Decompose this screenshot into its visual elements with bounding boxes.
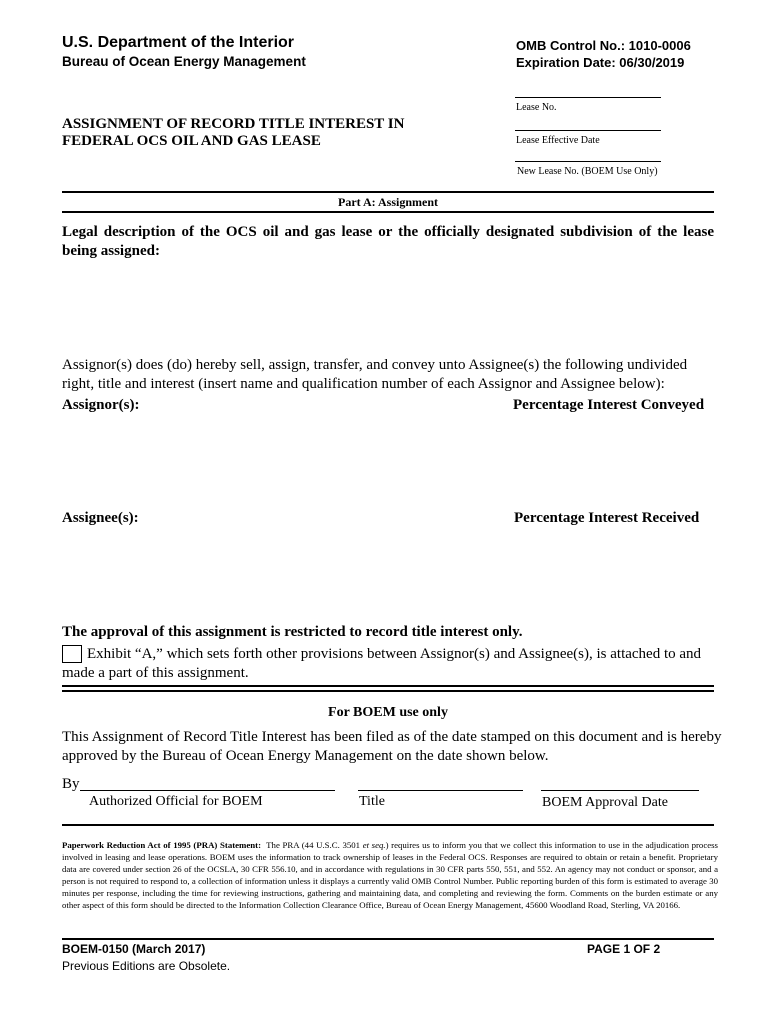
boem-use-only-heading: For BOEM use only bbox=[328, 705, 448, 720]
assignee-label: Assignee(s): bbox=[62, 510, 139, 526]
by-label: By bbox=[62, 776, 80, 792]
page-number: PAGE 1 OF 2 bbox=[587, 942, 661, 956]
bureau-name: Bureau of Ocean Energy Management bbox=[62, 54, 306, 69]
expiration-date: Expiration Date: 06/30/2019 bbox=[516, 55, 685, 70]
lease-number-label: Lease No. bbox=[516, 102, 557, 113]
new-lease-number-input[interactable] bbox=[515, 147, 661, 162]
legal-description-input[interactable] bbox=[62, 264, 718, 350]
form-title-line-1: ASSIGNMENT OF RECORD TITLE INTEREST IN bbox=[62, 116, 405, 132]
form-title bbox=[62, 116, 404, 150]
omb-control-number: OMB Control No.: 1010-0006 bbox=[516, 38, 691, 53]
new-lease-number-label: New Lease No. (BOEM Use Only) bbox=[517, 166, 658, 177]
previous-editions-note: Previous Editions are Obsolete. bbox=[62, 959, 231, 973]
pra-statement bbox=[62, 839, 718, 911]
title-label: Title bbox=[359, 794, 385, 809]
pra-text-italic: et seq. bbox=[362, 840, 386, 850]
legal-description-label: Legal description of the OCS oil and gas lease or the officially designated subdivision of the lease being assigned: bbox=[62, 224, 714, 259]
conveyance-statement: Assignor(s) does (do) hereby sell, assign, transfer, and convey unto Assignee(s) the following undivided right, title and interest (insert name and qualification number of each Assignor and Assignee below): bbox=[62, 357, 688, 392]
lease-number-input[interactable] bbox=[515, 83, 661, 98]
authorized-official-label: Authorized Official for BOEM bbox=[89, 794, 263, 809]
percentage-conveyed-label: Percentage Interest Conveyed bbox=[513, 397, 705, 413]
exhibit-a-statement: Exhibit “A,” which sets forth other provisions between Assignor(s) and Assignee(s), is attached to and made a part of this assignment. bbox=[62, 646, 702, 681]
boem-approval-date-input[interactable] bbox=[541, 776, 699, 791]
footer-rule bbox=[62, 938, 714, 940]
form-number: BOEM-0150 (March 2017) bbox=[62, 942, 206, 956]
assignee-input[interactable] bbox=[62, 533, 486, 621]
part-a-top-rule bbox=[62, 191, 714, 193]
lease-effective-date-label: Lease Effective Date bbox=[516, 135, 600, 146]
percentage-conveyed-input[interactable] bbox=[513, 420, 717, 510]
boem-approval-statement: This Assignment of Record Title Interest has been filed as of the date stamped on this document and is hereby approved by the Bureau of Ocean Energy Management on the date shown below. bbox=[62, 729, 722, 764]
section-divider-top bbox=[62, 685, 714, 687]
part-a-bottom-rule bbox=[62, 211, 714, 213]
assignor-input[interactable] bbox=[62, 420, 486, 510]
percentage-received-label: Percentage Interest Received bbox=[514, 510, 700, 526]
pra-divider bbox=[62, 824, 714, 826]
pra-text-part-1: The PRA (44 U.S.C. 3501 bbox=[266, 840, 363, 850]
assignor-label: Assignor(s): bbox=[62, 397, 140, 413]
pra-text-part-2: ) requires us to inform you that we collect this information to use in the adjudication process involved in leasing and lease operations. BOEM uses the information to track ownership of leases in the Federal OCS. Responses are required to obtain or retain a benefit. Proprietary data are covered under section 26 of the OCSLA, 30 CFR 556.10, and in accordance with regulations in 30 CFR parts 550, 551, and 552. An agency may not conduct or sponsor, and a person is not required to respond to, a collection of information unless it displays a currently valid OMB Control Number. Public reporting burden of this form is estimated to average 30 minutes per response, including the time for reviewing instructions, gathering and maintaining data, and completing and reviewing the form. Comments on the burden estimate or any other aspect of this form should be directed to the Information Collection Clearance Office, Bureau of Ocean Energy Management, 45600 Woodland Road, Sterling, VA 20166. bbox=[62, 840, 718, 910]
department-name: U.S. Department of the Interior bbox=[62, 34, 295, 51]
lease-effective-date-input[interactable] bbox=[515, 116, 661, 131]
form-title-line-2: FEDERAL OCS OIL AND GAS LEASE bbox=[62, 133, 321, 149]
percentage-received-input[interactable] bbox=[514, 533, 718, 621]
authorized-official-signature-input[interactable] bbox=[80, 776, 335, 791]
title-input[interactable] bbox=[358, 776, 523, 791]
restriction-statement: The approval of this assignment is restricted to record title interest only. bbox=[62, 624, 523, 640]
section-divider-bottom bbox=[62, 690, 714, 692]
part-a-heading: Part A: Assignment bbox=[338, 195, 438, 209]
boem-approval-date-label: BOEM Approval Date bbox=[542, 795, 668, 810]
pra-heading: Paperwork Reduction Act of 1995 (PRA) Statement: bbox=[62, 840, 262, 850]
